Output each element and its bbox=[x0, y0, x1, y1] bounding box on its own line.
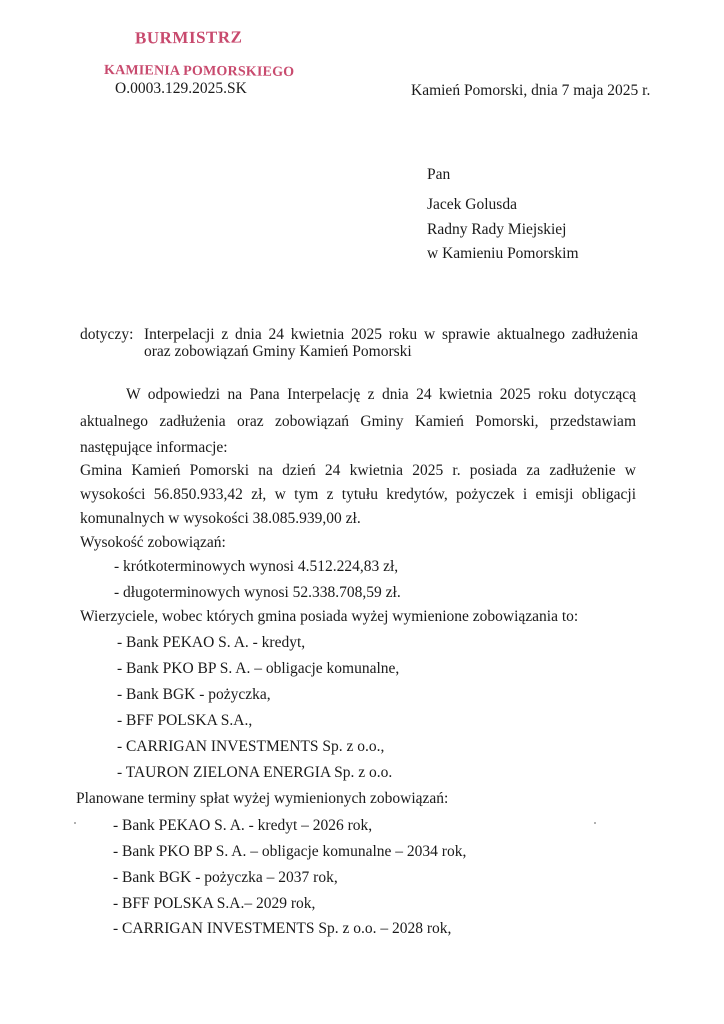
debt-paragraph: Gmina Kamień Pomorski na dzień 24 kwietnia 2025 r. posiada za zadłużenie w wysokości 56.850.933,42 zł, w tym z tytułu kredytów, pożyczek i emisji obligacji komunalnych w wysokości 38.085.939,00 zł. bbox=[80, 462, 636, 527]
liability-item: - krótkoterminowych wynosi 4.512.224,83 zł, bbox=[114, 558, 399, 575]
schedule-item: - Bank PKO BP S. A. – obligacje komunalne – 2034 rok, bbox=[113, 843, 467, 860]
creditor-item: - Bank PKO BP S. A. – obligacje komunalne, bbox=[117, 660, 400, 677]
intro-paragraph: W odpowiedzi na Pana Interpelację z dnia 24 kwietnia 2025 roku dotyczącą aktualnego zadłużenia oraz zobowiązań Gminy Kamień Pomorski, przedstawiam następujące informacje: bbox=[80, 386, 636, 456]
addressee-name: Jacek Golusda bbox=[427, 196, 517, 213]
addressee-role: Radny Rady Miejskiej bbox=[427, 221, 567, 238]
schedule-heading: Planowane terminy spłat wyżej wymienionych zobowiązań: bbox=[76, 790, 449, 807]
creditors-heading: Wierzyciele, wobec których gmina posiada wyżej wymienione zobowiązania to: bbox=[80, 608, 579, 625]
stamp-title: BURMISTRZ bbox=[134, 27, 243, 48]
subject-label: dotyczy: bbox=[80, 326, 134, 343]
scan-speck bbox=[74, 822, 76, 824]
subject-text: Interpelacji z dnia 24 kwietnia 2025 roku w sprawie aktualnego zadłużenia oraz zobowiązań Gminy Kamień Pomorski bbox=[144, 326, 638, 360]
schedule-item: - Bank PEKAO S. A. - kredyt – 2026 rok, bbox=[113, 817, 373, 834]
creditor-item: - TAURON ZIELONA ENERGIA Sp. z o.o. bbox=[117, 764, 393, 781]
liabilities-heading: Wysokość zobowiązań: bbox=[80, 534, 226, 551]
addressee-location: w Kamieniu Pomorskim bbox=[427, 245, 579, 262]
creditor-item: - CARRIGAN INVESTMENTS Sp. z o.o., bbox=[117, 738, 385, 755]
reference-number: O.0003.129.2025.SK bbox=[115, 80, 247, 97]
creditor-item: - BFF POLSKA S.A., bbox=[117, 712, 253, 729]
liability-item: - długoterminowych wynosi 52.338.708,59 zł. bbox=[114, 584, 401, 601]
schedule-item: - Bank BGK - pożyczka – 2037 rok, bbox=[113, 869, 338, 886]
addressee-salutation: Pan bbox=[427, 166, 451, 183]
schedule-item: - CARRIGAN INVESTMENTS Sp. z o.o. – 2028 rok, bbox=[113, 920, 452, 937]
schedule-item: - BFF POLSKA S.A.– 2029 rok, bbox=[113, 895, 316, 912]
creditor-item: - Bank BGK - pożyczka, bbox=[117, 686, 271, 703]
scan-speck bbox=[594, 822, 596, 824]
creditor-item: - Bank PEKAO S. A. - kredyt, bbox=[117, 634, 306, 651]
place-and-date: Kamień Pomorski, dnia 7 maja 2025 r. bbox=[411, 82, 651, 99]
stamp-office: KAMIENIA POMORSKIEGO bbox=[103, 63, 295, 80]
